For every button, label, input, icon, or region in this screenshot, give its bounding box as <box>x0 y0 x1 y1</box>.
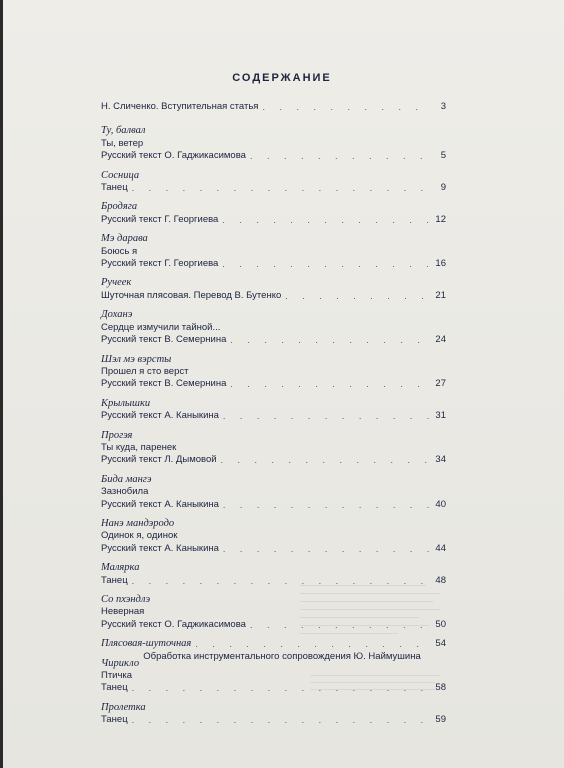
song-subtitle: Птичка <box>101 670 133 682</box>
arrangement-credit: Обработка инструментального сопровождения Ю. Наймушина <box>143 651 421 662</box>
toc-row <box>101 334 446 346</box>
page-number: 34 <box>435 454 446 466</box>
page-number: 21 <box>435 289 446 301</box>
toc-entry <box>101 518 446 555</box>
dot-leader <box>230 334 430 346</box>
page-number: 16 <box>435 258 446 270</box>
page-number: 31 <box>435 410 446 422</box>
page-number: 12 <box>435 213 446 225</box>
song-title: Чирикло <box>101 657 140 669</box>
dot-leader <box>222 214 430 226</box>
song-subtitle: Ты, ветер <box>101 137 144 149</box>
toc-row <box>101 182 446 194</box>
entry-text: Русский текст А. Каныкина <box>101 410 219 422</box>
page-number: 58 <box>435 682 446 694</box>
dot-leader <box>132 714 430 726</box>
page-number: 5 <box>440 150 446 162</box>
toc-entry <box>101 125 446 162</box>
entry-text: Русский текст Л. Дымовой <box>101 454 217 466</box>
entry-text: Русский текст О. Гаджикасимова <box>101 618 246 630</box>
song-subtitle: Зазнобила <box>101 486 149 498</box>
song-subtitle: Сердце измучили тайной... <box>101 321 221 333</box>
entry-text: Танец <box>101 182 128 194</box>
bleed-through-text <box>300 585 440 645</box>
page-number: 50 <box>435 618 446 630</box>
song-title: Нанэ мандэродо <box>101 517 175 529</box>
entry-text: Русский текст В. Семернина <box>101 334 227 346</box>
entry-text: Русский текст Г. Георгиева <box>101 213 219 225</box>
song-title: Прогэя <box>101 429 133 441</box>
toc-row <box>101 543 446 555</box>
page-number: 44 <box>435 542 446 554</box>
toc-entry <box>101 398 446 423</box>
dot-leader <box>262 101 430 113</box>
song-title: Со пхэндлэ <box>101 594 151 605</box>
page-number: 27 <box>435 378 446 390</box>
dot-leader <box>285 290 430 302</box>
song-title: Плясовая-шуточная <box>101 638 192 650</box>
dot-leader <box>223 410 430 422</box>
song-title: Мэ дарава <box>101 233 148 245</box>
toc-row <box>101 150 446 162</box>
page-number: 48 <box>435 574 446 586</box>
entry-text: Русский текст В. Семернина <box>101 378 227 390</box>
toc-entry <box>101 201 446 226</box>
entry-text: Н. Сличенко. Вступительная статья <box>101 101 259 112</box>
page-number: 24 <box>435 334 446 346</box>
toc-entry <box>101 562 446 587</box>
song-title: Ручеек <box>101 277 132 289</box>
toc-entry <box>101 101 446 113</box>
dot-leader <box>230 378 430 390</box>
toc-entry <box>101 474 446 511</box>
song-subtitle: Неверная <box>101 606 145 618</box>
toc-row <box>101 410 446 422</box>
toc-row <box>101 714 446 726</box>
page-title: СОДЕРЖАНИЕ <box>232 72 332 84</box>
dot-leader <box>223 499 430 511</box>
toc-entry <box>101 309 446 346</box>
entry-text: Русский текст О. Гаджикасимова <box>101 150 246 162</box>
song-title: Ту, балвал <box>101 125 146 137</box>
song-title: Бродяга <box>101 201 138 213</box>
entry-text: Русский текст Г. Георгиева <box>101 258 219 270</box>
page-number: 59 <box>435 714 446 726</box>
dot-leader <box>222 258 430 270</box>
song-title: Пролетка <box>101 701 146 713</box>
toc-entry <box>101 233 446 270</box>
dot-leader <box>223 543 430 555</box>
song-title: Крылышки <box>101 397 151 409</box>
song-subtitle: Ты куда, паренек <box>101 441 177 453</box>
page-number: 9 <box>440 182 446 194</box>
page-number: 54 <box>435 638 446 650</box>
toc-entry <box>101 354 446 391</box>
toc-row <box>101 378 446 390</box>
toc-row <box>101 214 446 226</box>
dot-leader <box>132 182 430 194</box>
entry-text: Танец <box>101 714 128 726</box>
song-subtitle: Одинок я, одинок <box>101 530 178 542</box>
song-title: Доханэ <box>101 309 133 321</box>
toc-row <box>101 454 446 466</box>
dot-leader <box>250 150 430 162</box>
dot-leader <box>221 454 430 466</box>
toc-entry <box>101 702 446 727</box>
page-number: 3 <box>440 101 446 112</box>
entry-text: Русский текст А. Каныкина <box>101 498 219 510</box>
song-title: Шэл мэ вэрсты <box>101 353 172 365</box>
toc-row <box>101 290 446 302</box>
entry-text: Танец <box>101 574 128 586</box>
toc-entry <box>101 170 446 195</box>
song-title: Бида мангэ <box>101 473 152 485</box>
toc-entry <box>101 277 446 302</box>
song-subtitle: Боюсь я <box>101 245 138 257</box>
toc-row <box>101 499 446 511</box>
song-subtitle: Прошел я сто верст <box>101 365 189 377</box>
entry-text: Шуточная плясовая. Перевод В. Бутенко <box>101 289 282 301</box>
bleed-through-imprint <box>310 675 440 696</box>
toc-row <box>101 101 446 113</box>
entry-text: Танец <box>101 682 128 694</box>
page-number: 40 <box>435 498 446 510</box>
toc-row <box>101 258 446 270</box>
song-title: Малярка <box>101 562 140 574</box>
song-title: Сосница <box>101 169 140 181</box>
entry-text: Русский текст А. Каныкина <box>101 542 219 554</box>
toc-entry <box>101 430 446 467</box>
